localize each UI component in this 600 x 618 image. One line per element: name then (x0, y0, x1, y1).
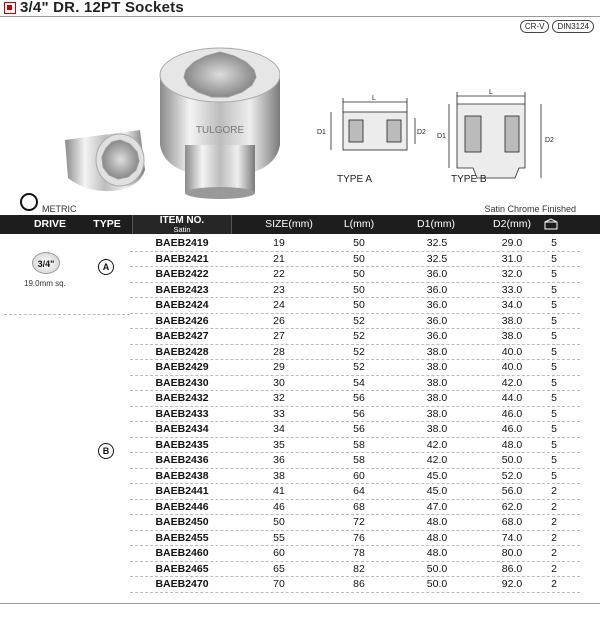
cell-box: 2 (551, 500, 557, 513)
brand-engraving: TULGORE (195, 125, 245, 136)
cell-item: BAEB2434 (155, 423, 209, 435)
cell-l: 78 (353, 547, 365, 559)
cell-l: 58 (353, 438, 365, 451)
cell-d2: 74.0 (501, 531, 523, 544)
cell-d2: 42.0 (501, 376, 523, 389)
type-a-marker: A (98, 259, 114, 275)
cell-item: BAEB2435 (155, 438, 209, 451)
cell-item: BAEB2426 (155, 314, 209, 327)
cell-d1: 32.5 (426, 237, 448, 249)
table-row (130, 484, 580, 500)
cell-item: BAEB2465 (155, 562, 209, 575)
cell-item: BAEB2419 (155, 237, 209, 249)
cell-l: 82 (353, 562, 365, 575)
cell-d1: 38.0 (426, 423, 448, 435)
table-row (130, 422, 580, 438)
cell-size: 22 (273, 268, 285, 280)
cell-d2: 31.0 (501, 252, 523, 265)
cell-box: 5 (551, 299, 557, 311)
cell-box: 5 (551, 376, 557, 389)
type-b-dim-d1: D1 (437, 133, 446, 140)
table-row (130, 314, 580, 330)
table-body (0, 236, 600, 593)
cell-box: 5 (551, 361, 557, 373)
cell-item: BAEB2438 (155, 469, 209, 482)
cell-box: 5 (551, 423, 557, 435)
col-drive: DRIVE (33, 218, 67, 230)
small-socket-icon (65, 130, 145, 191)
title-divider (0, 16, 600, 17)
cell-l: 50 (353, 237, 365, 249)
type-a-dim-d2: D2 (417, 129, 426, 136)
cell-box: 5 (551, 330, 557, 342)
cell-size: 35 (273, 438, 285, 451)
cell-d2: 86.0 (501, 562, 523, 575)
cell-size: 23 (273, 283, 285, 296)
cell-d1: 32.5 (426, 252, 448, 265)
table-row (130, 252, 580, 268)
col-item-label: ITEM NO. (159, 215, 205, 226)
cell-size: 33 (273, 407, 285, 420)
cell-box: 2 (551, 578, 557, 590)
cell-d2: 38.0 (501, 314, 523, 327)
cell-d1: 42.0 (426, 454, 448, 466)
table-row (130, 531, 580, 547)
table-row (130, 577, 580, 593)
badge-din: DIN3124 (552, 20, 594, 33)
type-b-dim-d2: D2 (545, 137, 554, 144)
table-row (130, 546, 580, 562)
cell-d1: 48.0 (426, 516, 448, 528)
cell-l: 72 (353, 516, 365, 528)
cell-box: 5 (551, 314, 557, 327)
cell-d2: 46.0 (501, 407, 523, 420)
cell-l: 58 (353, 454, 365, 466)
cell-item: BAEB2422 (155, 268, 209, 280)
table-header (0, 215, 600, 234)
cell-l: 50 (353, 268, 365, 280)
table-row (130, 283, 580, 299)
cell-d1: 47.0 (426, 500, 448, 513)
cell-size: 34 (273, 423, 285, 435)
cell-d2: 29.0 (501, 237, 523, 249)
cell-item: BAEB2432 (155, 392, 209, 404)
table-row (130, 500, 580, 516)
cell-d2: 68.0 (501, 516, 523, 528)
cell-box: 5 (551, 345, 557, 358)
cell-item: BAEB2446 (155, 500, 209, 513)
cell-d2: 32.0 (501, 268, 523, 280)
type-a-dim-d1: D1 (317, 129, 326, 136)
cell-size: 55 (273, 531, 285, 544)
table-row (130, 562, 580, 578)
cell-d2: 52.0 (501, 469, 523, 482)
cell-d1: 36.0 (426, 283, 448, 296)
cell-d1: 38.0 (426, 376, 448, 389)
cell-l: 64 (353, 485, 365, 497)
cell-box: 2 (551, 485, 557, 497)
cell-d1: 48.0 (426, 547, 448, 559)
cell-d2: 33.0 (501, 283, 523, 296)
cell-d2: 38.0 (501, 330, 523, 342)
cell-item: BAEB2470 (155, 578, 209, 590)
large-socket-icon (160, 48, 280, 199)
cell-d2: 92.0 (501, 578, 523, 590)
cell-box: 5 (551, 454, 557, 466)
drive-badge: 3/4" (32, 252, 60, 274)
cell-size: 50 (273, 516, 285, 528)
cell-d1: 38.0 (426, 361, 448, 373)
drive-sub: 19.0mm sq. (24, 279, 66, 288)
cell-l: 56 (353, 407, 365, 420)
cell-d2: 50.0 (501, 454, 523, 466)
cell-size: 19 (273, 237, 285, 249)
table-row (130, 515, 580, 531)
cell-l: 52 (353, 330, 365, 342)
cell-d2: 34.0 (501, 299, 523, 311)
type-b-label: TYPE B (451, 174, 487, 185)
cell-size: 70 (273, 578, 285, 590)
cell-item: BAEB2433 (155, 407, 209, 420)
table-row (130, 469, 580, 485)
cell-l: 50 (353, 283, 365, 296)
cell-box: 5 (551, 268, 557, 280)
cell-d1: 36.0 (426, 314, 448, 327)
cell-box: 2 (551, 516, 557, 528)
cell-item: BAEB2436 (155, 454, 209, 466)
cell-d1: 50.0 (426, 578, 448, 590)
cell-l: 52 (353, 314, 365, 327)
col-type: TYPE (93, 218, 121, 230)
cell-l: 86 (353, 578, 365, 590)
socket-photo (60, 30, 280, 200)
cell-l: 60 (353, 469, 365, 482)
cell-d1: 36.0 (426, 268, 448, 280)
cell-size: 46 (273, 500, 285, 513)
badge-crv: CR-V (520, 20, 550, 33)
finish-label: Satin Chrome Finished (484, 204, 576, 214)
cell-d2: 40.0 (501, 345, 523, 358)
cell-item: BAEB2421 (155, 252, 209, 265)
cell-box: 2 (551, 562, 557, 575)
cell-box: 5 (551, 469, 557, 482)
table-row (130, 376, 580, 392)
cell-d1: 38.0 (426, 345, 448, 358)
type-a-label: TYPE A (337, 174, 373, 185)
cell-size: 38 (273, 469, 285, 482)
cell-d1: 36.0 (426, 299, 448, 311)
cell-l: 50 (353, 252, 365, 265)
cell-d1: 45.0 (426, 485, 448, 497)
col-l: L(mm) (343, 218, 375, 230)
metric-circle-icon (20, 193, 38, 211)
metric-label: METRIC (42, 204, 77, 214)
square-bullet-icon (4, 2, 16, 14)
table-row (130, 438, 580, 454)
cell-l: 50 (353, 299, 365, 311)
cell-d1: 38.0 (426, 392, 448, 404)
cell-l: 68 (353, 500, 365, 513)
cell-d1: 38.0 (426, 407, 448, 420)
col-d2: D2(mm) (493, 218, 531, 230)
cell-l: 76 (353, 531, 365, 544)
cell-size: 60 (273, 547, 285, 559)
cell-box: 2 (551, 531, 557, 544)
cell-size: 28 (273, 345, 285, 358)
cell-d2: 56.0 (501, 485, 523, 497)
type-b-dim-l: L (489, 89, 493, 96)
cell-item: BAEB2424 (155, 299, 209, 311)
cell-item: BAEB2428 (155, 345, 209, 358)
type-b-marker: B (98, 443, 114, 459)
cell-box: 5 (551, 283, 557, 296)
cell-size: 29 (273, 361, 285, 373)
table-row (130, 345, 580, 361)
page-title: 3/4" DR. 12PT Sockets (20, 0, 184, 16)
cell-box: 5 (551, 252, 557, 265)
box-qty-icon (543, 218, 559, 230)
cell-d1: 48.0 (426, 531, 448, 544)
cell-d2: 62.0 (501, 500, 523, 513)
title-bar (0, 0, 600, 16)
cell-l: 54 (353, 376, 365, 389)
table-row (130, 391, 580, 407)
cell-size: 65 (273, 562, 285, 575)
col-item (132, 215, 232, 234)
cell-item: BAEB2460 (155, 547, 209, 559)
cell-item: BAEB2429 (155, 361, 209, 373)
table-row (130, 298, 580, 314)
cell-l: 52 (353, 345, 365, 358)
cell-d2: 48.0 (501, 438, 523, 451)
table-row (130, 236, 580, 252)
metric-row (0, 193, 600, 215)
cell-item: BAEB2423 (155, 283, 209, 296)
cell-size: 41 (273, 485, 285, 497)
cell-d1: 45.0 (426, 469, 448, 482)
cell-l: 56 (353, 392, 365, 404)
cell-item: BAEB2450 (155, 516, 209, 528)
dimension-diagrams (305, 88, 565, 198)
type-a-dim-l: L (372, 95, 376, 102)
cell-item: BAEB2441 (155, 485, 209, 497)
table-row (130, 407, 580, 423)
cell-item: BAEB2430 (155, 376, 209, 389)
table-row (130, 360, 580, 376)
cell-box: 5 (551, 438, 557, 451)
cell-l: 56 (353, 423, 365, 435)
cell-l: 52 (353, 361, 365, 373)
table-row (130, 329, 580, 345)
cell-item: BAEB2427 (155, 330, 209, 342)
cell-item: BAEB2455 (155, 531, 209, 544)
cell-d1: 42.0 (426, 438, 448, 451)
cell-d1: 36.0 (426, 330, 448, 342)
cell-size: 24 (273, 299, 285, 311)
col-d1: D1(mm) (417, 218, 455, 230)
table-row (130, 267, 580, 283)
cell-size: 36 (273, 454, 285, 466)
table-row (130, 453, 580, 469)
cell-d2: 40.0 (501, 361, 523, 373)
col-item-sub: Satin (173, 225, 191, 234)
col-size: SIZE(mm) (265, 218, 313, 230)
cell-d1: 50.0 (426, 562, 448, 575)
cell-d2: 80.0 (501, 547, 523, 559)
cell-box: 5 (551, 392, 557, 404)
cell-box: 5 (551, 237, 557, 249)
cell-box: 2 (551, 547, 557, 559)
cell-d2: 46.0 (501, 423, 523, 435)
cell-size: 21 (273, 252, 285, 265)
spec-badges (520, 20, 594, 33)
cell-size: 32 (273, 392, 285, 404)
cell-size: 26 (273, 314, 285, 327)
cell-size: 27 (273, 330, 285, 342)
cell-box: 5 (551, 407, 557, 420)
cell-d2: 44.0 (501, 392, 523, 404)
cell-size: 30 (273, 376, 285, 389)
bottom-divider (0, 603, 600, 604)
